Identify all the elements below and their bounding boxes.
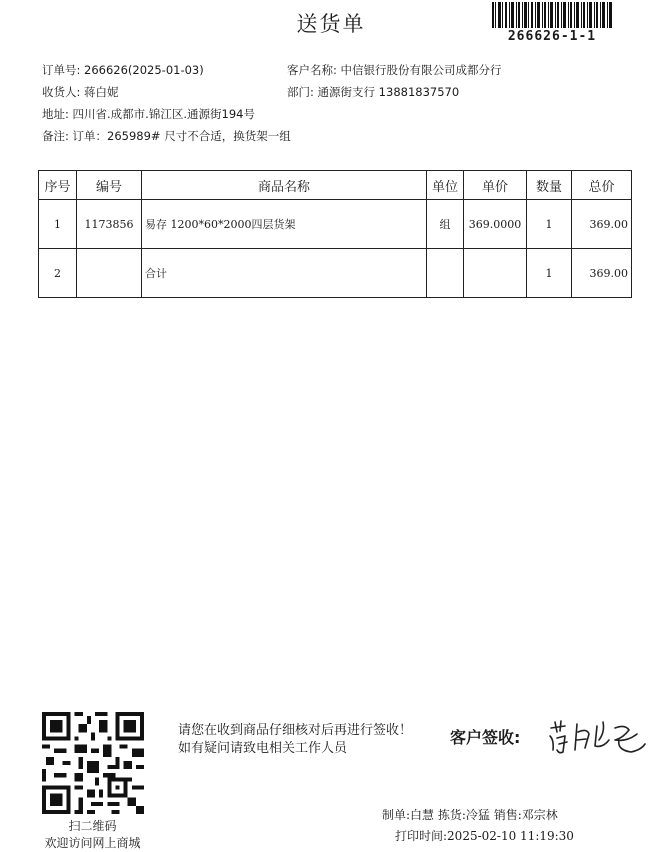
qr-caption: 扫二维码 (68, 819, 117, 833)
column-header: 商品名称 (142, 171, 427, 200)
order-label: 订单号: (42, 63, 81, 77)
column-header: 序号 (39, 171, 77, 200)
print-time: 打印时间:2025-02-10 11:19:30 (395, 829, 574, 843)
cell-name: 易存 1200*60*2000四层货架 (142, 200, 427, 249)
column-header: 单价 (464, 171, 527, 200)
document-title: 送货单 (296, 12, 366, 36)
department-field (287, 84, 459, 100)
customer-sign-label: 客户签收: (450, 728, 521, 747)
cell-unit: 组 (427, 200, 464, 249)
department-label: 部门: (287, 85, 314, 99)
cell-price (464, 249, 527, 298)
cell-total: 369.00 (572, 200, 632, 249)
table-header-row (39, 171, 632, 200)
department-value: 通源街支行 13881837570 (317, 85, 460, 99)
remark-label: 备注: (42, 129, 69, 143)
cell-qty: 1 (527, 249, 572, 298)
handwritten-signature (545, 710, 650, 765)
recipient-value: 蒋白妮 (84, 85, 119, 99)
qr-code (42, 712, 144, 814)
barcode (492, 2, 612, 28)
column-header: 数量 (527, 171, 572, 200)
remark-value: 订单：265989# 尺寸不合适，换货架一组 (72, 129, 291, 143)
cell-seq: 1 (39, 200, 77, 249)
cell-total: 369.00 (572, 249, 632, 298)
column-header: 总价 (572, 171, 632, 200)
cell-seq: 2 (39, 249, 77, 298)
cell-code (77, 249, 142, 298)
cell-unit (427, 249, 464, 298)
customer-label: 客户名称: (287, 63, 337, 77)
cell-name: 合计 (142, 249, 427, 298)
table-row (39, 249, 632, 298)
cell-qty: 1 (527, 200, 572, 249)
cell-price: 369.0000 (464, 200, 527, 249)
recipient-label: 收货人: (42, 85, 81, 99)
barcode-number: 266626-1-1 (507, 29, 597, 44)
remark-field (42, 128, 291, 144)
table-row (39, 200, 632, 249)
cell-code: 1173856 (77, 200, 142, 249)
qr-caption-welcome: 欢迎访问网上商城 (44, 836, 141, 850)
order-field (42, 62, 204, 78)
column-header: 单位 (427, 171, 464, 200)
recipient-field (42, 84, 119, 100)
notice-text: 请您在收到商品仔细核对后再进行签收！如有疑问请致电相关工作人员 (178, 723, 413, 756)
column-header: 编号 (77, 171, 142, 200)
items-table (38, 170, 632, 298)
customer-field (287, 62, 502, 78)
order-value: 266626(2025-01-03) (84, 63, 204, 77)
customer-value: 中信银行股份有限公司成都分行 (340, 63, 502, 77)
address-field (42, 106, 255, 122)
staff-line: 制单:白慧 拣货:冷猛 销售:邓宗林 (382, 808, 558, 822)
address-label: 地址: (42, 107, 69, 121)
address-value: 四川省.成都市.锦江区.通源街194号 (72, 107, 255, 121)
